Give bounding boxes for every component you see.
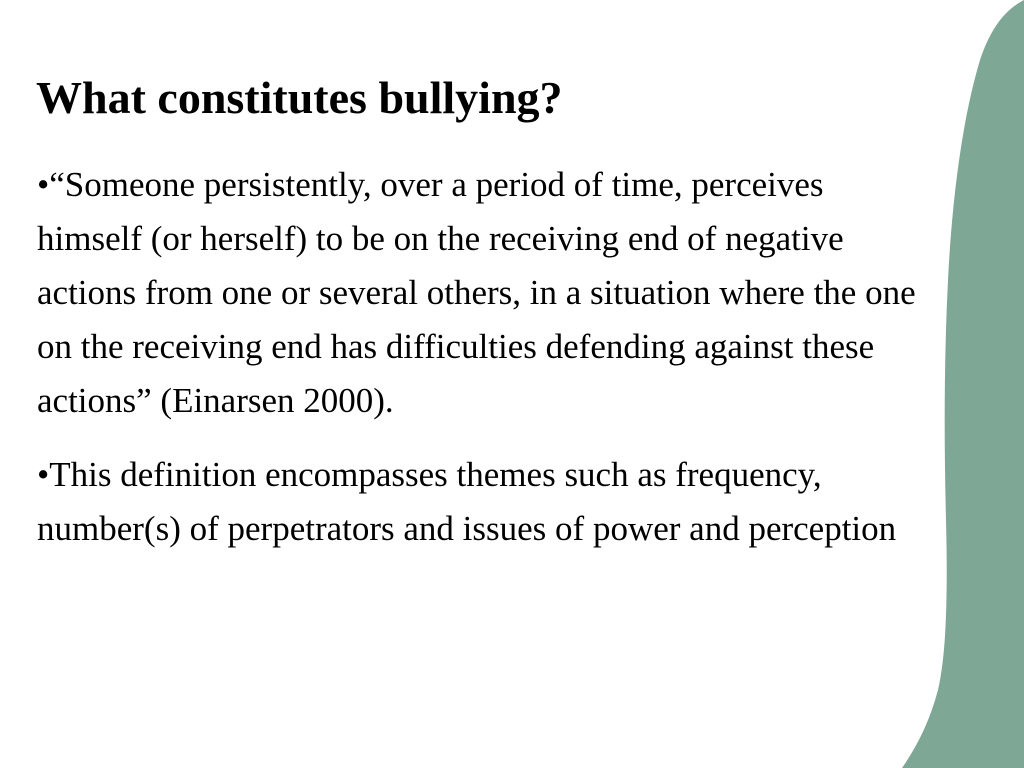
slide-title: What constitutes bullying? [36,72,563,123]
bullet-text-definition: “Someone persistently, over a period of time, perceives himself (or herself) to be on the receiving end of negative actions from one or several others, in a situation where the one on the receiving end has difficulties defending against these actions” (Einarsen 2000). [37,165,916,420]
bullet-item-themes [37,448,917,556]
bullet-marker: • [37,455,50,494]
slide-body [37,158,917,556]
bullet-marker: • [37,165,50,204]
bullet-item-definition [37,158,917,428]
bullet-text-themes: This definition encompasses themes such as frequency, number(s) of perpetrators and issues of power and perception [37,455,897,548]
